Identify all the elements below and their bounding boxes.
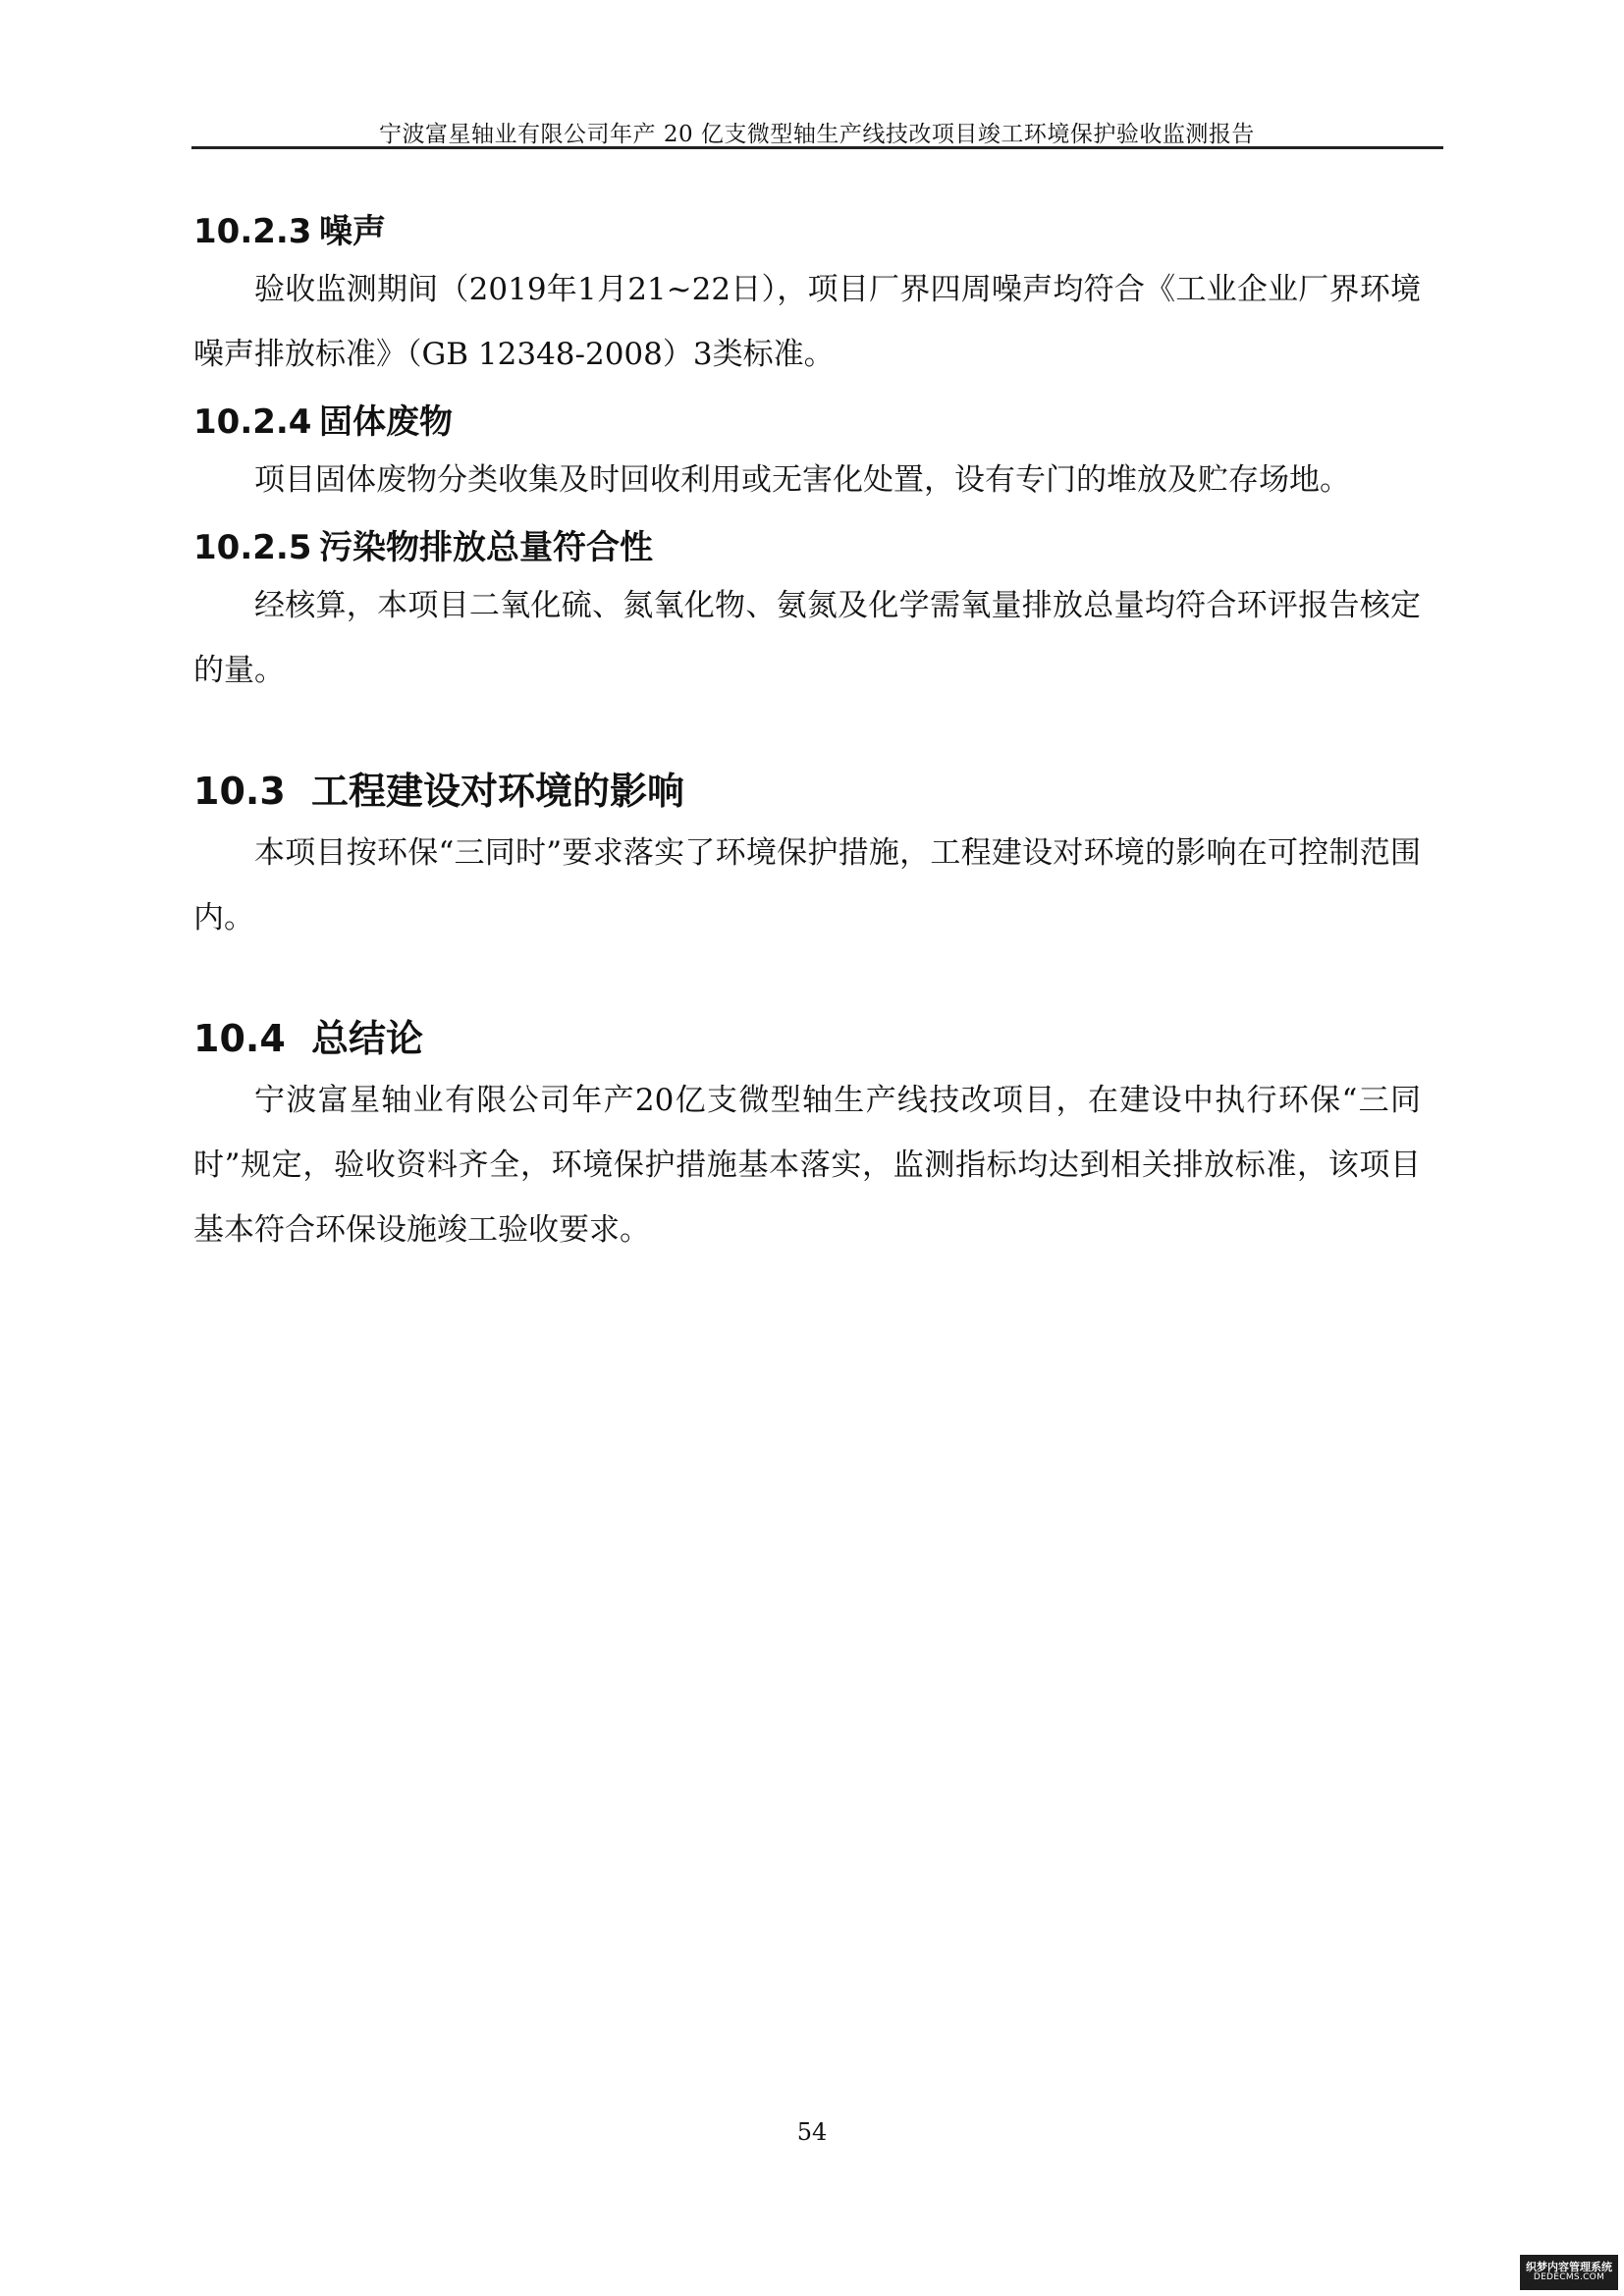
paragraph-line: 控制范围内。	[193, 835, 1421, 935]
paragraph-line: 地。	[1289, 462, 1350, 498]
watermark-logo	[1520, 2255, 1618, 2290]
section-title: 总结论	[311, 1017, 424, 1060]
paragraph-line: 宁波富星轴业有限公司年产20亿支微型轴生产线技改项目，在建设中执行环保	[254, 1083, 1342, 1118]
section-heading-conclusion	[193, 1009, 1421, 1068]
paragraph-impact	[193, 821, 1421, 950]
paragraph-line: 标准，该项目基本符合环保设施竣工验收要求。	[193, 1148, 1421, 1248]
paragraph-noise	[193, 257, 1421, 387]
paragraph-total-emission	[193, 573, 1421, 703]
section-number: 10.2.4	[193, 402, 312, 442]
section-title: 工程建设对环境的影响	[311, 770, 685, 813]
section-title: 固体废物	[319, 402, 453, 442]
section-title: 污染物排放总量符合性	[319, 528, 653, 567]
section-heading-noise	[193, 206, 1421, 257]
section-number: 10.3	[193, 770, 286, 813]
paragraph-line: “三同时”规定，验收资料齐全，环境保护措施基本落实，监测指标均达到相关排放	[193, 1083, 1421, 1183]
report-header-title: 宁波富星轴业有限公司年产 20 亿支微型轴生产线技改项目竣工环境保护验收监测报告	[379, 122, 1255, 147]
section-heading-impact	[193, 762, 1421, 821]
paragraph-conclusion	[193, 1068, 1421, 1262]
paragraph-line: 环境噪声排放标准》（GB 12348-2008）3类标准。	[193, 272, 1422, 372]
section-title: 噪声	[319, 212, 386, 251]
paragraph-line: 告核定的量。	[193, 588, 1422, 688]
section-number: 10.2.5	[193, 528, 312, 567]
header-divider	[191, 146, 1443, 149]
section-heading-total-emission	[193, 522, 1421, 573]
paragraph-line: 项目固体废物分类收集及时回收利用或无害化处置，设有专门的堆放及贮存场	[254, 462, 1289, 498]
section-heading-solid-waste	[193, 397, 1421, 448]
page-number: 54	[796, 2118, 828, 2146]
paragraph-solid-waste	[193, 448, 1421, 512]
section-number: 10.2.3	[193, 212, 312, 251]
paragraph-line: 经核算，本项目二氧化硫、氮氧化物、氨氮及化学需氧量排放总量均符合环评报	[254, 588, 1329, 623]
paragraph-line: 本项目按环保“三同时”要求落实了环境保护措施，工程建设对环境的影响在可	[254, 835, 1299, 871]
document-body	[193, 206, 1421, 1262]
watermark-text: 织梦内容管理系统	[1526, 2261, 1612, 2273]
section-number: 10.4	[193, 1017, 286, 1060]
watermark-text: DEDECMS.COM	[1533, 2272, 1605, 2283]
paragraph-line: 验收监测期间（2019年1月21~22日），项目厂界四周噪声均符合《工业企业厂界	[254, 272, 1360, 307]
